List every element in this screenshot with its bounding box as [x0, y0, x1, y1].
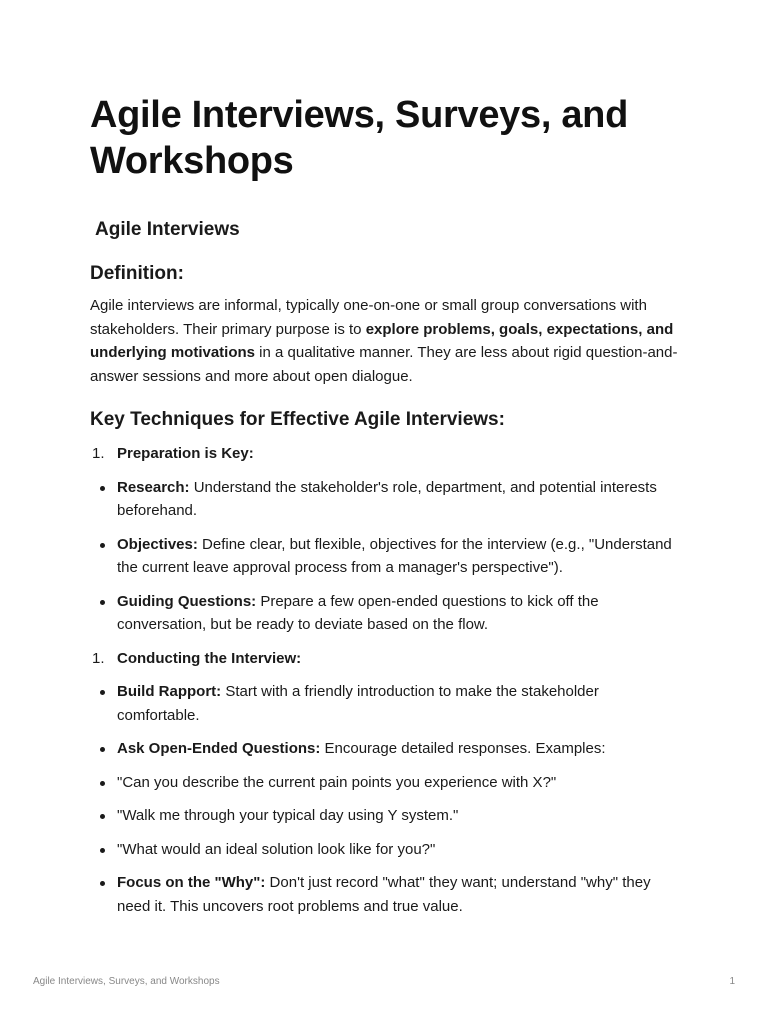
page-footer	[33, 975, 735, 989]
bullet-icon	[100, 881, 105, 886]
item-number: 1.	[92, 649, 105, 667]
page-number: 1	[729, 976, 735, 987]
item-bold: Objectives:	[117, 535, 198, 553]
item-bold: Research:	[117, 478, 190, 496]
conducting-list	[90, 680, 680, 918]
preparation-list	[90, 476, 680, 637]
item-bold: Guiding Questions:	[117, 592, 257, 610]
item-text: Understand the stakeholder's role, department, and potential interests beforehand.	[117, 478, 657, 519]
item-label: Conducting the Interview:	[117, 649, 302, 667]
list-item	[90, 737, 680, 761]
definition-text-2: in a qualitative manner. They are less about rigid question-and-answer sessions and more about open dialogue.	[90, 344, 678, 385]
bullet-icon	[100, 814, 105, 819]
list-item	[90, 804, 680, 828]
list-item	[90, 476, 680, 523]
item-bold: Build Rapport:	[117, 683, 222, 700]
bullet-icon	[100, 600, 105, 605]
bullet-icon	[100, 486, 105, 491]
bullet-icon	[100, 690, 105, 695]
list-item	[90, 533, 680, 580]
bullet-icon	[100, 848, 105, 853]
definition-heading: Definition:	[90, 263, 184, 284]
bullet-icon	[100, 781, 105, 786]
definition-bold: explore problems, goals, expectations, and underlying motivations	[90, 320, 674, 361]
item-text: Don't just record "what" they want; understand "why" they need it. This uncovers root problems and true value.	[117, 874, 651, 915]
item-text: Start with a friendly introduction to make the stakeholder comfortable.	[117, 683, 599, 724]
key-techniques-heading: Key Techniques for Effective Agile Interviews:	[90, 409, 505, 430]
item-bold: Focus on the "Why":	[117, 874, 266, 891]
item-text: "Walk me through your typical day using Y system."	[117, 807, 459, 824]
list-item	[90, 590, 680, 637]
item-label: Preparation is Key:	[117, 445, 254, 462]
definition-paragraph	[90, 294, 680, 388]
numbered-item-preparation	[90, 442, 680, 466]
document-page	[90, 92, 680, 918]
numbered-list	[90, 442, 680, 466]
list-item	[90, 838, 680, 862]
item-number: 1.	[92, 445, 105, 462]
list-item	[90, 771, 680, 795]
page-title: Agile Interviews, Surveys, and Workshops	[90, 94, 628, 182]
item-text: Define clear, but flexible, objectives for the interview (e.g., "Understand the current leave approval process from a manager's perspective").	[117, 535, 672, 576]
item-text: "Can you describe the current pain points you experience with X?"	[117, 773, 557, 791]
item-bold: Ask Open-Ended Questions:	[117, 740, 321, 757]
list-item	[90, 680, 680, 727]
item-text: Prepare a few open-ended questions to kick off the conversation, but be ready to deviate based on the flow.	[117, 592, 599, 633]
list-item	[90, 871, 680, 918]
bullet-icon	[100, 543, 105, 548]
item-text: Encourage detailed responses. Examples:	[320, 740, 606, 757]
section-title: Agile Interviews	[95, 219, 240, 240]
numbered-item-conducting	[90, 647, 680, 671]
item-text: "What would an ideal solution look like for you?"	[117, 840, 436, 858]
bullet-icon	[100, 747, 105, 752]
numbered-list	[90, 647, 680, 671]
footer-title: Agile Interviews, Surveys, and Workshops	[33, 976, 220, 987]
definition-text-1: Agile interviews are informal, typically one-on-one or small group conversations with stakeholders. Their primary purpose is to	[90, 297, 647, 338]
